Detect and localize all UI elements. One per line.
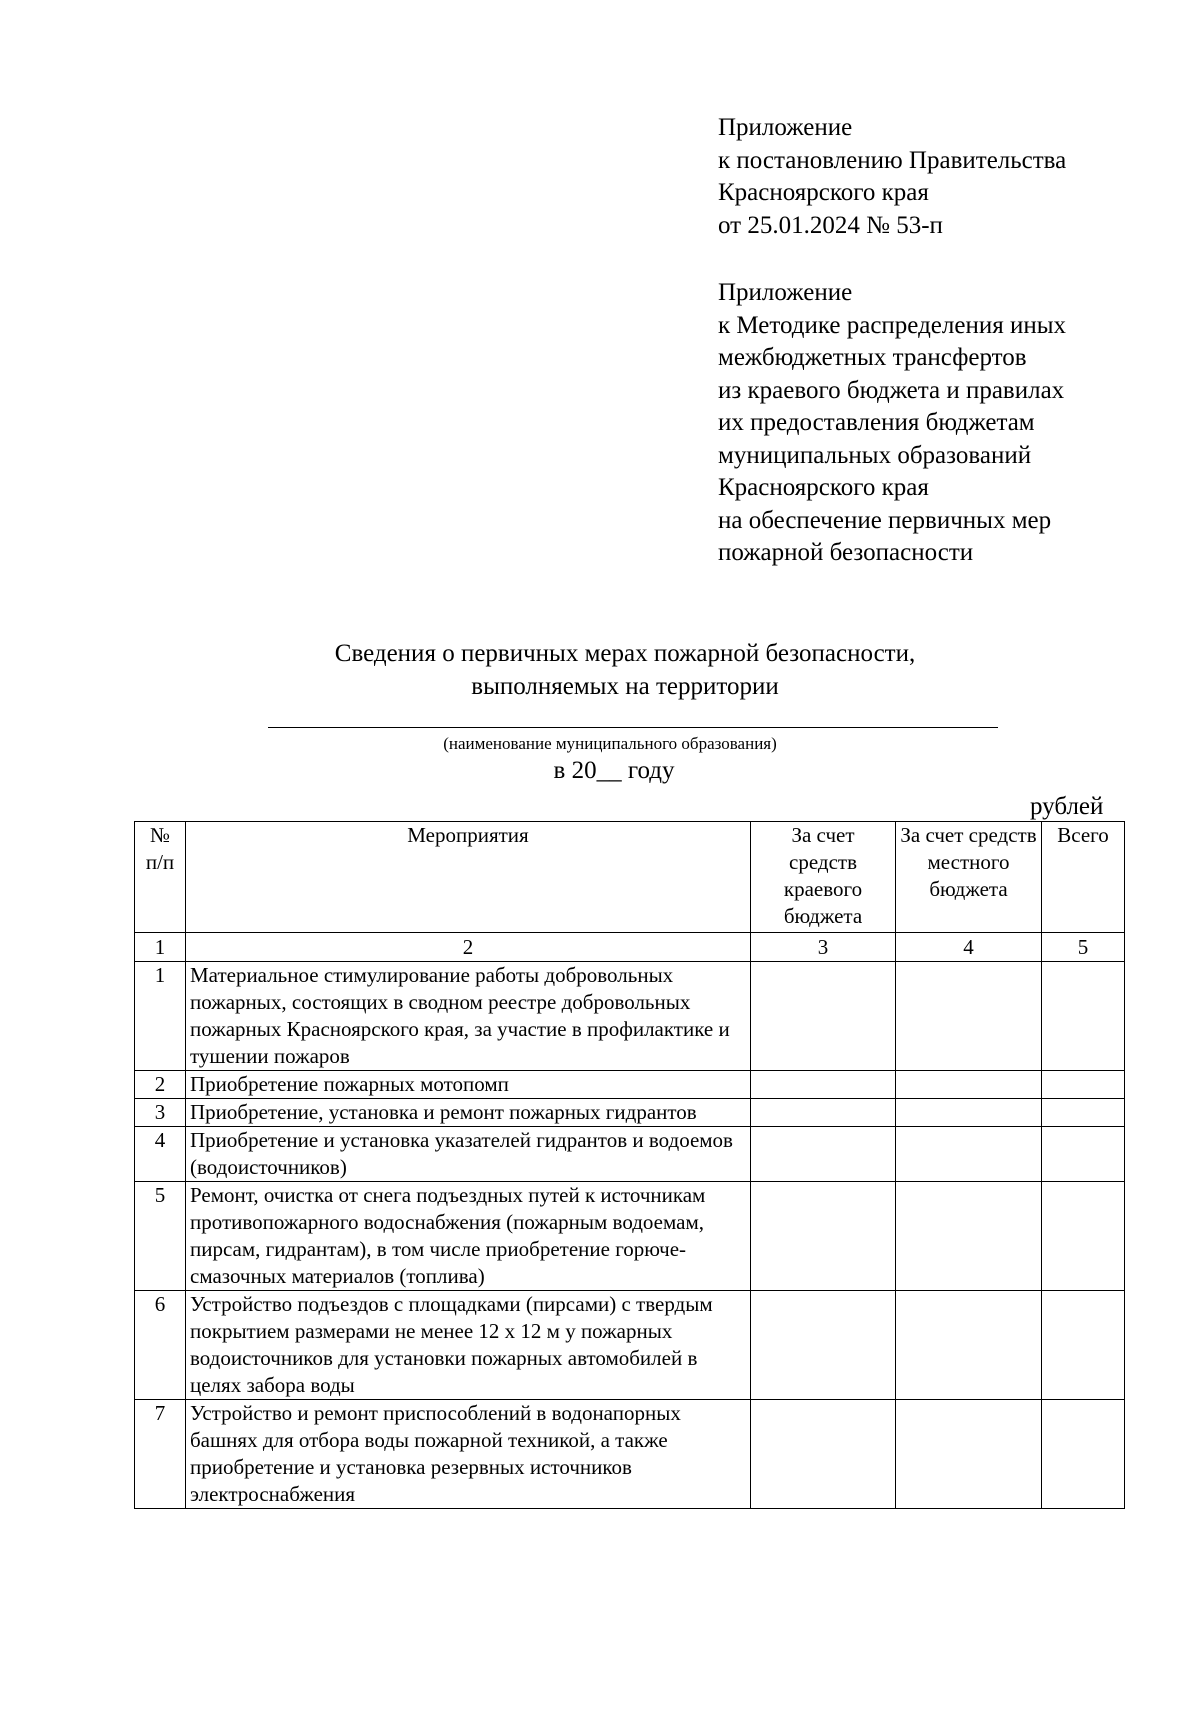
row-measure: Устройство подъездов с площадками (пирсами) с твердым покрытием размерами не менее 12 х 12 м у пожарных водоисточников для установки пожарных автомобилей в целях забора воды (186, 1291, 751, 1400)
column-index: 2 (186, 933, 751, 962)
appendix-line: Приложение (718, 279, 853, 306)
row-local-value (896, 1127, 1042, 1182)
row-total-value (1042, 1127, 1125, 1182)
table-row (135, 1071, 1125, 1099)
table-row (135, 1182, 1125, 1291)
fire-safety-measures-table (134, 821, 1125, 1509)
row-regional-value (751, 1099, 896, 1127)
column-index-row (135, 933, 1125, 962)
row-measure: Приобретение и установка указателей гидрантов и водоемов (водоисточников) (186, 1127, 751, 1182)
appendix-line: пожарной безопасности (718, 539, 974, 566)
row-number: 7 (135, 1400, 186, 1509)
row-measure: Устройство и ремонт приспособлений в водонапорных башнях для отбора воды пожарной техникой, а также приобретение и установка резервных источников электроснабжения (186, 1400, 751, 1509)
column-index: 3 (751, 933, 896, 962)
row-regional-value (751, 962, 896, 1071)
title-line-2: выполняемых на территории (471, 673, 779, 700)
currency-units: рублей (1030, 793, 1104, 820)
appendix-line: Красноярского края (718, 474, 929, 501)
row-local-value (896, 1099, 1042, 1127)
table-row (135, 1400, 1125, 1509)
row-regional-value (751, 1071, 896, 1099)
row-regional-value (751, 1291, 896, 1400)
row-local-value (896, 1071, 1042, 1099)
row-local-value (896, 962, 1042, 1071)
appendix-line: Красноярского края (718, 179, 929, 206)
appendix-header-resolution (718, 112, 1066, 242)
row-local-value (896, 1182, 1042, 1291)
header-regional-budget: За счет средств краевого бюджета (751, 822, 896, 933)
row-measure: Ремонт, очистка от снега подъездных путей к источникам противопожарного водоснабжения (пожарным водоемам, пирсам, гидрантам), в том числе приобретение горюче-смазочных материалов (топлива) (186, 1182, 751, 1291)
column-index: 5 (1042, 933, 1125, 962)
appendix-line: из краевого бюджета и правилах (718, 376, 1065, 404)
row-number: 5 (135, 1182, 186, 1291)
row-number: 3 (135, 1099, 186, 1127)
table-row (135, 1127, 1125, 1182)
header-local-budget: За счет средств местного бюджета (896, 822, 1042, 933)
row-total-value (1042, 1099, 1125, 1127)
row-local-value (896, 1400, 1042, 1509)
row-regional-value (751, 1127, 896, 1182)
row-total-value (1042, 1400, 1125, 1509)
header-measures: Мероприятия (186, 822, 751, 933)
table-header-row (135, 822, 1125, 933)
column-index: 4 (896, 933, 1042, 962)
municipality-name-caption: (наименование муниципального образования) (443, 734, 777, 753)
row-number: 6 (135, 1291, 186, 1400)
table-row (135, 962, 1125, 1071)
appendix-line: к постановлению Правительства (718, 146, 1067, 174)
appendix-line: межбюджетных трансфертов (718, 344, 1027, 371)
document-title (25, 637, 1200, 703)
title-line-1: Сведения о первичных мерах пожарной безопасности, (334, 640, 916, 667)
appendix-line: на обеспечение первичных мер (718, 506, 1052, 534)
row-number: 4 (135, 1127, 186, 1182)
row-number: 2 (135, 1071, 186, 1099)
row-total-value (1042, 1182, 1125, 1291)
row-number: 1 (135, 962, 186, 1071)
row-measure: Материальное стимулирование работы добровольных пожарных, состоящих в сводном реестре добровольных пожарных Красноярского края, за участие в профилактике и тушении пожаров (186, 962, 751, 1071)
row-local-value (896, 1291, 1042, 1400)
year-line: в 20__ году (553, 757, 675, 784)
appendix-line: их предоставления бюджетам (718, 409, 1035, 436)
column-index: 1 (135, 933, 186, 962)
row-measure: Приобретение пожарных мотопомп (186, 1071, 751, 1099)
row-total-value (1042, 962, 1125, 1071)
appendix-header-methodology (718, 277, 1066, 570)
row-regional-value (751, 1400, 896, 1509)
appendix-line: муниципальных образований (718, 441, 1032, 469)
row-total-value (1042, 1071, 1125, 1099)
table-row (135, 1099, 1125, 1127)
row-regional-value (751, 1182, 896, 1291)
row-measure: Приобретение, установка и ремонт пожарных гидрантов (186, 1099, 751, 1127)
appendix-line: Приложение (718, 114, 853, 141)
row-total-value (1042, 1291, 1125, 1400)
appendix-line: к Методике распределения иных (718, 311, 1067, 339)
table-row (135, 1291, 1125, 1400)
municipality-name-underline (268, 727, 998, 728)
header-number: № п/п (135, 822, 186, 933)
header-total: Всего (1042, 822, 1125, 933)
appendix-line: от 25.01.2024 № 53-п (718, 211, 943, 239)
